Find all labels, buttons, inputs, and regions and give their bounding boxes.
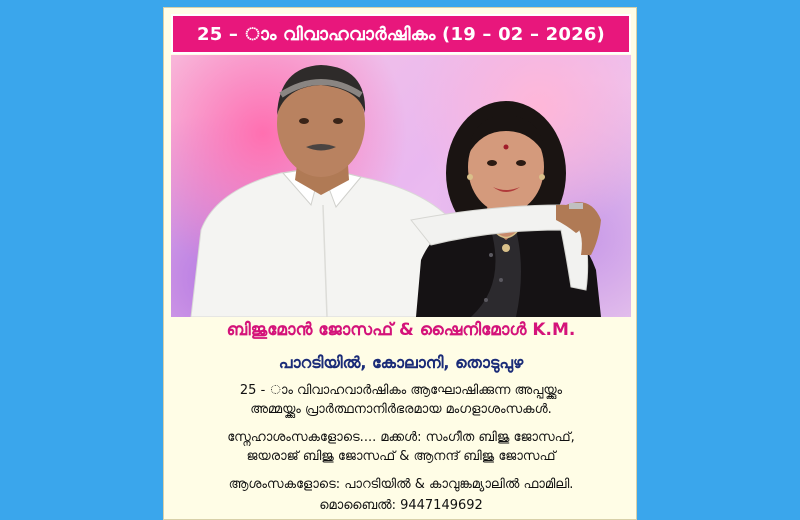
banner-title: 25 – ാം വിവാഹവാർഷികം (19 – 02 – 2026) bbox=[197, 23, 605, 45]
mobile-line: മൊബൈൽ: 9447149692 bbox=[319, 498, 483, 513]
couple-illustration bbox=[171, 55, 631, 317]
family-line: ആശംസകളോടെ: പാറടിയിൽ & കാവുങ്കമ്യാലിൽ ഫാമിലി. bbox=[228, 477, 574, 492]
message-line-2: അമ്മയ്ക്കും പ്രാർത്ഥനാനിർഭരമായ മംഗളാശംസകൾ. bbox=[250, 402, 552, 417]
couple-address: പാറടിയിൽ, കോലാനി, തൊടുപുഴ bbox=[278, 353, 524, 372]
message-line-1: 25 - ാം വിവാഹവാർഷികം ആഘോഷിക്കുന്ന അപ്പയ്ക്കും bbox=[239, 383, 563, 398]
anniversary-card bbox=[163, 7, 637, 520]
wishes-line-1: സ്നേഹാശംസകളോടെ.... മക്കൾ: സംഗീത ബിജു ജോസഫ്, bbox=[227, 430, 575, 445]
wishes-line-2: ജയരാജ് ബിജു ജോസഫ് & ആനന്ദ് ബിജു ജോസഫ് bbox=[246, 449, 556, 464]
couple-photo bbox=[171, 55, 631, 317]
anniversary-banner bbox=[171, 14, 631, 54]
couple-names: ബിജുമോൻ ജോസഫ് & ഷൈനിമോൾ K.M. bbox=[226, 320, 576, 340]
